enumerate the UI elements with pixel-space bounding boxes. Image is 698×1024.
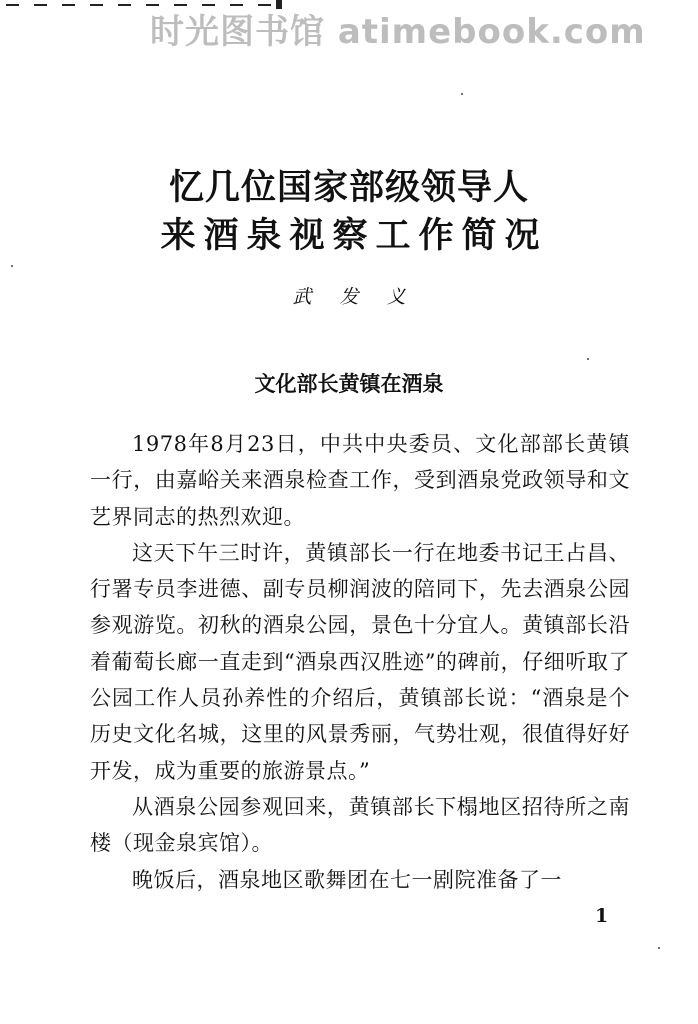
- scan-dash: [118, 4, 131, 6]
- paragraph: 从酒泉公园参观回来，黄镇部长下榻地区招待所之南楼（现金泉宾馆）。: [90, 794, 630, 856]
- watermark: 时光图书馆 atimebook.com: [150, 12, 646, 52]
- scan-dash: [6, 4, 19, 6]
- scan-dash: [34, 4, 47, 6]
- page-number: 1: [595, 905, 609, 927]
- scan-dash: [90, 4, 103, 6]
- scan-speck: [658, 947, 660, 949]
- scan-dash: [230, 4, 243, 6]
- scan-dash: [202, 4, 215, 6]
- scan-dash: [146, 4, 159, 6]
- scan-dash-end: [276, 0, 282, 9]
- scan-speck: [11, 265, 13, 267]
- title-line-1: 忆几位国家部级领导人: [168, 168, 529, 208]
- paragraph: 1978年8月23日，中共中央委员、文化部部长黄镇一行，由嘉峪关来酒泉检查工作，受到酒泉党政领导和文艺界同志的热烈欢迎。: [90, 432, 630, 529]
- scan-dash-row: [6, 4, 282, 9]
- scan-dash: [174, 4, 187, 6]
- scan-speck: [587, 358, 589, 360]
- scan-dash: [258, 4, 271, 6]
- scan-dash: [62, 4, 75, 6]
- section-heading: 文化部长黄镇在酒泉: [254, 372, 444, 396]
- scan-speck: [461, 93, 463, 95]
- paragraph: 晚饭后，酒泉地区歌舞团在七一剧院准备了一: [132, 867, 562, 892]
- author: 武发义: [292, 286, 434, 308]
- title-line-2: 来酒泉视察工作简况: [160, 216, 548, 256]
- paragraph: 这天下午三时许，黄镇部长一行在地委书记王占昌、行署专员李进德、副专员柳润波的陪同下，先去酒泉公园参观游览。初秋的酒泉公园，景色十分宜人。黄镇部长沿着葡萄长廊一直走到“酒泉西汉胜迹”的碑前，仔细听取了公园工作人员孙养性的介绍后，黄镇部长说：“酒泉是个历史文化名城，这里的风景秀丽，气势壮观，很值得好好开发，成为重要的旅游景点。”: [90, 540, 630, 783]
- article-body: [90, 426, 630, 898]
